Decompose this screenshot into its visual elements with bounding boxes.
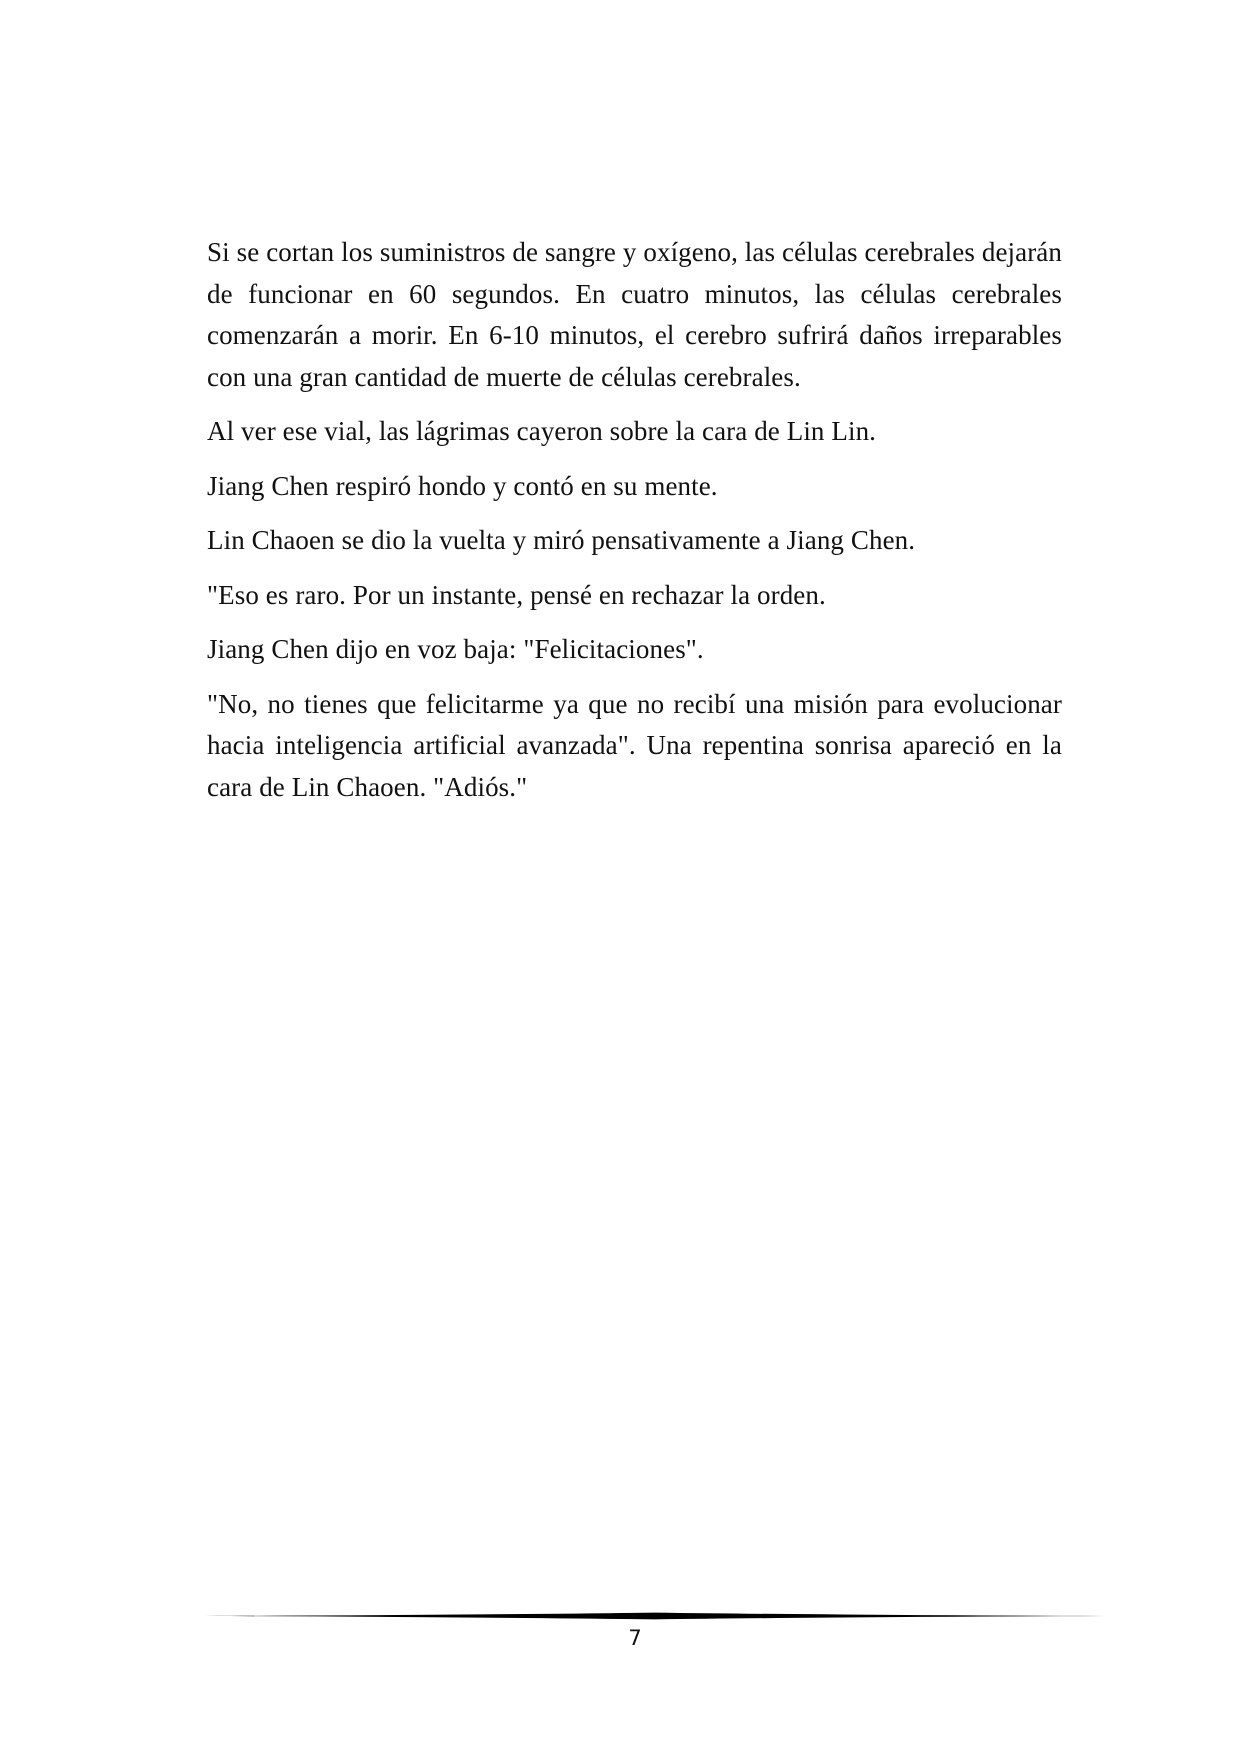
- paragraph: Si se cortan los suministros de sangre y oxígeno, las células cerebrales dejarán de funcionar en 60 segundos. En cuatro minutos, las células cerebrales comenzarán a morir. En 6-10 minutos, el cerebro sufrirá daños irreparables con una gran cantidad de muerte de células cerebrales.: [207, 237, 1062, 392]
- paragraph: Jiang Chen dijo en voz baja: "Felicitaciones".: [207, 634, 704, 664]
- paragraph: Jiang Chen respiró hondo y contó en su mente.: [207, 470, 718, 501]
- paragraph: "Eso es raro. Por un instante, pensé en rechazar la orden.: [207, 579, 826, 610]
- footer-rule: [205, 1609, 1105, 1623]
- paragraph: "No, no tienes que felicitarme ya que no recibí una misión para evolucionar hacia inteligencia artificial avanzada". Una repentina sonrisa apareció en la cara de Lin Chaoen. "Adiós.": [207, 688, 1062, 802]
- body-text: [207, 232, 1062, 821]
- paragraph: Lin Chaoen se dio la vuelta y miró pensativamente a Jiang Chen.: [207, 525, 916, 555]
- page-number: 7: [628, 1626, 642, 1650]
- footer-rule-shape: [205, 1613, 1105, 1620]
- paragraph: Al ver ese vial, las lágrimas cayeron sobre la cara de Lin Lin.: [207, 416, 877, 446]
